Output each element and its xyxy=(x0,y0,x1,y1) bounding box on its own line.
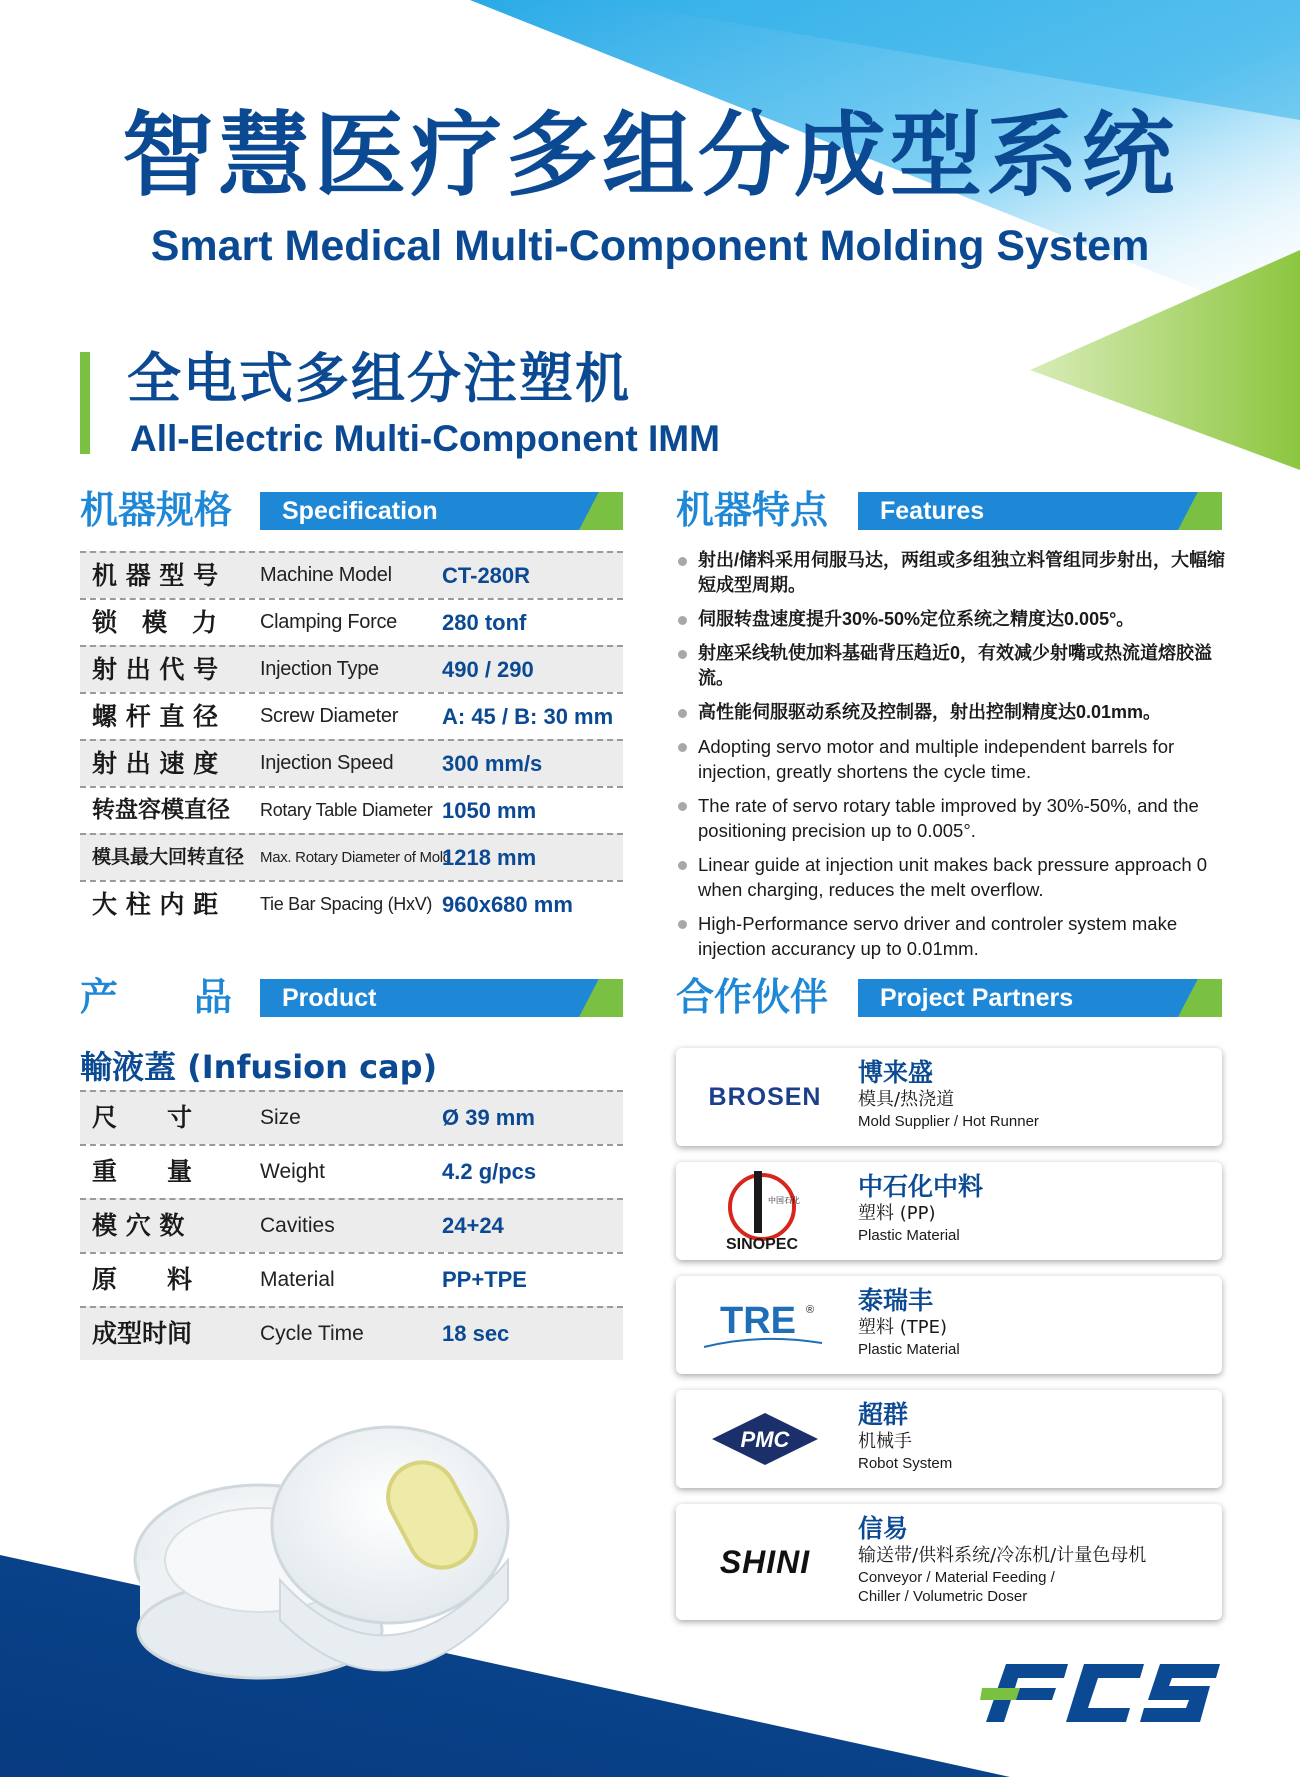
product-value: PP+TPE xyxy=(442,1267,527,1292)
infusion-cap-photo xyxy=(130,1410,550,1690)
list-item xyxy=(676,734,1236,784)
spec-label-cn: 锁 模 力 xyxy=(92,608,218,637)
product-label-cn: 原 料 xyxy=(92,1265,193,1294)
product-table xyxy=(80,1090,623,1360)
spec-label-en: Injection Speed xyxy=(260,752,394,774)
partner-role-en: Robot System xyxy=(858,1455,953,1472)
partner-name: 信易 xyxy=(858,1514,909,1543)
product-label-en: Size xyxy=(260,1106,301,1129)
feature-text: 高性能伺服驱动系统及控制器，射出控制精度达0.01mm。 xyxy=(698,702,1162,722)
specification-band xyxy=(260,492,623,530)
product-value: 4.2 g/pcs xyxy=(442,1159,537,1184)
spec-value: 300 mm/s xyxy=(442,751,543,776)
band-green-tip xyxy=(1178,492,1222,530)
feature-text: The rate of servo rotary table improved by 30%-50%, and the positioning precision up to 0.005°. xyxy=(698,795,1199,841)
features-band xyxy=(858,492,1222,530)
list-item xyxy=(676,548,1236,598)
features-list xyxy=(676,548,1236,970)
spec-value: A: 45 / B: 30 mm xyxy=(442,704,614,729)
subtitle-cn: 全电式多组分注塑机 xyxy=(127,347,631,410)
tre-registered-mark: ® xyxy=(806,1304,815,1316)
band-green-tip xyxy=(579,492,623,530)
feature-text: Linear guide at injection unit makes back pressure approach 0 when charging, reduces the melt overflow. xyxy=(698,854,1208,900)
product-name: 輸液蓋 (Infusion cap) xyxy=(80,1048,438,1086)
product-label-en: Weight xyxy=(260,1160,325,1183)
spec-label-cn: 转盘容模直径 xyxy=(92,797,230,823)
partner-role-en: Plastic Material xyxy=(858,1227,960,1244)
spec-value: 1218 mm xyxy=(442,845,537,870)
shini-logo xyxy=(694,1504,836,1620)
spec-value: 1050 mm xyxy=(442,798,537,823)
spec-label-cn: 模具最大回转直径 xyxy=(92,846,245,868)
sinopec-emblem-icon xyxy=(720,1169,810,1253)
partner-name: 泰瑞丰 xyxy=(858,1286,934,1315)
tre-emblem-icon xyxy=(700,1295,830,1355)
list-item xyxy=(676,607,1236,632)
shini-logo-text: SHINI xyxy=(719,1543,811,1580)
sinopec-logo-text: SINOPEC xyxy=(726,1236,799,1253)
product-label-cn: 重 量 xyxy=(92,1157,193,1186)
table-row xyxy=(80,786,623,833)
spec-label-cn: 射 出 速 度 xyxy=(92,749,219,778)
list-item xyxy=(676,911,1236,961)
bullet-icon xyxy=(678,709,687,718)
subtitle-accent-bar xyxy=(80,352,90,454)
specification-heading-en: Specification xyxy=(282,497,438,525)
pmc-diamond-icon xyxy=(710,1411,820,1467)
partners-heading-cn: 合作伙伴 xyxy=(676,975,829,1019)
feature-text: 伺服转盘速度提升30%-50%定位系统之精度达0.005°。 xyxy=(698,609,1135,629)
main-title-en: Smart Medical Multi-Component Molding System xyxy=(150,222,1150,270)
features-heading xyxy=(676,490,1222,530)
partner-name: 博来盛 xyxy=(858,1058,934,1087)
feature-text: Adopting servo motor and multiple independent barrels for injection, greatly shortens the cycle time. xyxy=(698,736,1175,782)
bullet-icon xyxy=(678,650,687,659)
partner-role-cn: 塑料 (PP) xyxy=(858,1203,936,1224)
brosen-logo xyxy=(694,1048,836,1146)
main-title-cn: 智慧医疗多组分成型系统 xyxy=(121,102,1178,209)
partner-role-cn: 输送带/供料系统/冷冻机/计量色母机 xyxy=(858,1545,1147,1566)
table-row xyxy=(80,1252,623,1306)
band-green-tip xyxy=(579,979,623,1017)
spec-label-en: Clamping Force xyxy=(260,611,397,633)
fcs-logo-text: FCS xyxy=(1099,1702,1101,1703)
partner-name: 超群 xyxy=(858,1400,909,1429)
table-row xyxy=(80,551,623,598)
partners-band xyxy=(858,979,1222,1017)
feature-text: 射出/储料采用伺服马达，两组或多组独立料管组同步射出，大幅缩短成型周期。 xyxy=(698,550,1225,595)
partner-card-brosen xyxy=(676,1048,1222,1146)
partners-heading-en: Project Partners xyxy=(880,984,1074,1012)
product-value: Ø 39 mm xyxy=(442,1105,535,1130)
brosen-logo-text: BROSEN xyxy=(708,1082,822,1111)
fcs-logo xyxy=(980,1662,1220,1724)
partner-card-pmc xyxy=(676,1390,1222,1488)
bullet-icon xyxy=(678,557,687,566)
feature-text: High-Performance servo driver and controler system make injection accurancy up to 0.01mm. xyxy=(698,913,1178,959)
list-item xyxy=(676,641,1236,691)
specification-heading-cn: 机器规格 xyxy=(80,488,233,532)
table-row xyxy=(80,739,623,786)
spec-label-cn: 螺 杆 直 径 xyxy=(92,702,219,731)
partner-role-en: Conveyor / Material Feeding / xyxy=(858,1569,1055,1586)
spec-value: 280 tonf xyxy=(442,610,527,635)
table-row xyxy=(80,645,623,692)
partner-card-shini xyxy=(676,1504,1222,1620)
list-item xyxy=(676,793,1236,843)
product-label-cn: 模 穴 数 xyxy=(92,1211,185,1240)
partners-heading xyxy=(676,977,1222,1017)
sinopec-logo xyxy=(694,1162,836,1260)
bullet-icon xyxy=(678,616,687,625)
spec-label-en: Screw Diameter xyxy=(260,705,399,727)
bullet-icon xyxy=(678,861,687,870)
spec-value: 960x680 mm xyxy=(442,892,573,917)
spec-label-cn: 大 柱 内 距 xyxy=(92,890,219,919)
product-value: 24+24 xyxy=(442,1213,504,1238)
partner-role-cn: 机械手 xyxy=(858,1431,912,1452)
features-heading-cn: 机器特点 xyxy=(676,488,829,532)
partner-card-tre xyxy=(676,1276,1222,1374)
spec-label-en: Tie Bar Spacing (HxV) xyxy=(260,894,433,914)
bullet-icon xyxy=(678,920,687,929)
product-label-en: Cycle Time xyxy=(260,1322,364,1345)
product-label-cn: 尺 寸 xyxy=(92,1103,193,1132)
table-row xyxy=(80,598,623,645)
table-row xyxy=(80,880,623,927)
subtitle-en: All-Electric Multi-Component IMM xyxy=(130,418,720,459)
table-row xyxy=(80,1090,623,1144)
spec-label-cn: 射 出 代 号 xyxy=(92,655,219,684)
product-label-en: Material xyxy=(260,1268,335,1291)
spec-value: CT-280R xyxy=(442,563,531,588)
spec-label-en: Max. Rotary Diameter of Mold xyxy=(260,849,451,866)
list-item xyxy=(676,700,1236,725)
spec-label-en: Rotary Table Diameter xyxy=(260,800,433,820)
spec-label-en: Injection Type xyxy=(260,658,379,680)
table-row xyxy=(80,833,623,880)
product-heading-cn: 产 品 xyxy=(80,975,233,1019)
product-band xyxy=(260,979,623,1017)
spec-label-cn: 机 器 型 号 xyxy=(92,561,219,590)
spec-value: 490 / 290 xyxy=(442,657,534,682)
band-green-tip xyxy=(1178,979,1222,1017)
product-label-en: Cavities xyxy=(260,1214,335,1237)
tre-logo xyxy=(694,1276,836,1374)
partner-role-en: Mold Supplier / Hot Runner xyxy=(858,1113,1039,1130)
product-heading-en: Product xyxy=(282,984,377,1012)
specification-heading xyxy=(80,490,623,530)
specification-table xyxy=(80,551,623,927)
partner-card-sinopec xyxy=(676,1162,1222,1260)
table-row xyxy=(80,692,623,739)
spec-label-en: Machine Model xyxy=(260,564,392,586)
pmc-logo xyxy=(694,1390,836,1488)
partner-role-cn: 塑料 (TPE) xyxy=(858,1317,947,1338)
product-label-cn: 成型时间 xyxy=(92,1319,193,1348)
pmc-logo-text: PMC xyxy=(740,1427,790,1452)
partner-name: 中石化中料 xyxy=(858,1172,984,1201)
table-row xyxy=(80,1306,623,1360)
product-heading xyxy=(80,977,623,1017)
bullet-icon xyxy=(678,743,687,752)
partner-role-en: Plastic Material xyxy=(858,1341,960,1358)
list-item xyxy=(676,852,1236,902)
features-heading-en: Features xyxy=(880,497,985,525)
table-row xyxy=(80,1198,623,1252)
feature-text: 射座采线轨使加料基础背压趋近0，有效减少射嘴或热流道熔胶溢流。 xyxy=(698,643,1213,688)
bullet-icon xyxy=(678,802,687,811)
partner-role-cn: 模具/热浇道 xyxy=(858,1089,955,1110)
tre-logo-text: TRE xyxy=(720,1300,796,1342)
product-value: 18 sec xyxy=(442,1321,510,1346)
partner-role-en-line2: Chiller / Volumetric Doser xyxy=(858,1588,1028,1605)
table-row xyxy=(80,1144,623,1198)
sinopec-logo-cn: 中国石化 xyxy=(768,1196,800,1205)
